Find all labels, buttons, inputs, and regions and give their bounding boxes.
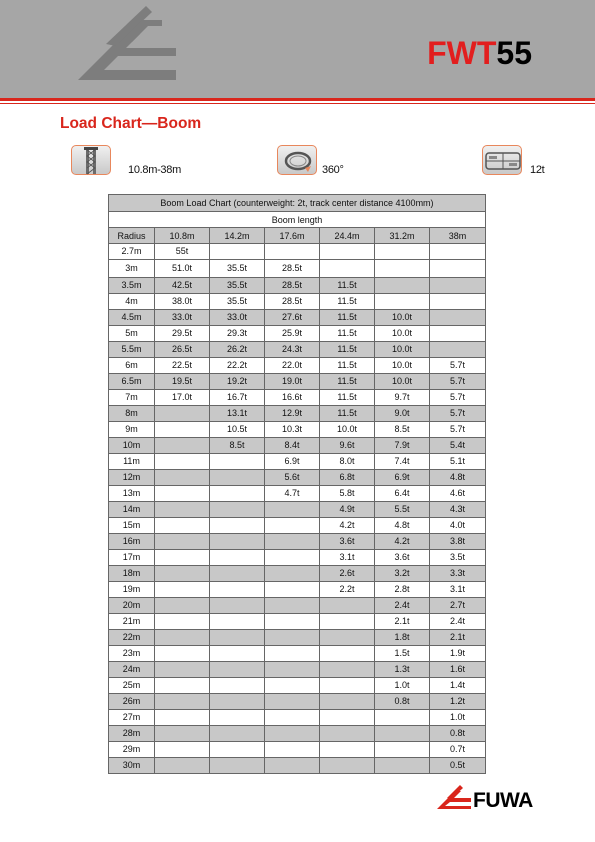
radius-cell: 11m [109,454,155,470]
boom-icon [71,145,111,175]
load-cell: 7.9t [375,438,430,454]
load-cell: 38.0t [155,294,210,310]
table-row [109,646,486,662]
table-row [109,406,486,422]
table-row [109,244,486,260]
load-cell [210,534,265,550]
table-body [109,244,486,774]
table-row [109,278,486,294]
load-cell [430,260,486,278]
table-row [109,758,486,774]
load-cell: 22.0t [265,358,320,374]
load-cell [430,278,486,294]
load-cell: 4.8t [375,518,430,534]
load-cell [155,646,210,662]
load-cell: 4.2t [320,518,375,534]
column-header: 10.8m [155,228,210,244]
table-row [109,486,486,502]
table-row [109,326,486,342]
load-cell [210,678,265,694]
header-divider-thin [0,103,595,104]
load-cell: 4.3t [430,502,486,518]
boom-load-table [108,194,486,774]
load-cell [265,582,320,598]
load-cell: 10.5t [210,422,265,438]
load-cell: 10.0t [375,310,430,326]
table-row [109,502,486,518]
radius-cell: 21m [109,614,155,630]
load-cell: 3.1t [430,582,486,598]
load-cell: 4.7t [265,486,320,502]
load-cell: 11.5t [320,390,375,406]
load-cell [320,244,375,260]
load-cell: 28.5t [265,294,320,310]
table-row [109,390,486,406]
table-row [109,342,486,358]
load-cell: 3.3t [430,566,486,582]
load-cell [265,742,320,758]
load-cell [375,742,430,758]
load-cell [375,726,430,742]
load-cell [155,438,210,454]
radius-cell: 9m [109,422,155,438]
load-cell: 3.5t [430,550,486,566]
load-cell: 33.0t [210,310,265,326]
load-cell: 1.8t [375,630,430,646]
load-cell [155,550,210,566]
load-cell: 4.2t [375,534,430,550]
radius-cell: 20m [109,598,155,614]
radius-cell: 8m [109,406,155,422]
load-cell: 55t [155,244,210,260]
radius-cell: 2.7m [109,244,155,260]
section-title: Load Chart—Boom [60,115,202,132]
load-cell: 22.5t [155,358,210,374]
model-name [427,36,532,70]
load-cell: 3.6t [375,550,430,566]
load-cell: 5.7t [430,406,486,422]
load-cell [320,614,375,630]
load-cell [155,406,210,422]
load-cell: 9.6t [320,438,375,454]
load-cell [210,614,265,630]
table-row [109,470,486,486]
load-cell: 29.5t [155,326,210,342]
load-cell [210,662,265,678]
load-cell: 4.0t [430,518,486,534]
load-cell: 8.0t [320,454,375,470]
column-header: 31.2m [375,228,430,244]
table-row [109,694,486,710]
load-cell: 5.6t [265,470,320,486]
load-cell [265,678,320,694]
table-row [109,630,486,646]
table-row [109,614,486,630]
radius-cell: 27m [109,710,155,726]
load-cell [430,244,486,260]
load-cell [210,454,265,470]
load-cell [265,726,320,742]
load-cell: 2.1t [430,630,486,646]
load-cell: 42.5t [155,278,210,294]
load-cell [210,502,265,518]
load-cell: 5.7t [430,374,486,390]
load-cell: 6.8t [320,470,375,486]
load-cell [155,758,210,774]
load-cell: 27.6t [265,310,320,326]
table-row [109,710,486,726]
load-cell: 2.2t [320,582,375,598]
load-cell [210,598,265,614]
table-row [109,726,486,742]
slewing-text: 360° [322,164,344,176]
load-cell [210,244,265,260]
load-cell: 5.4t [430,438,486,454]
load-cell: 33.0t [155,310,210,326]
load-cell: 1.3t [375,662,430,678]
load-cell: 51.0t [155,260,210,278]
radius-cell: 26m [109,694,155,710]
load-cell [265,614,320,630]
table-row [109,310,486,326]
load-cell: 5.8t [320,486,375,502]
load-cell [155,614,210,630]
radius-cell: 10m [109,438,155,454]
load-cell: 1.0t [430,710,486,726]
load-cell: 8.5t [210,438,265,454]
table-row [109,550,486,566]
load-cell: 5.5t [375,502,430,518]
load-cell: 11.5t [320,358,375,374]
load-cell: 2.7t [430,598,486,614]
load-cell [155,502,210,518]
load-cell [265,758,320,774]
load-cell: 13.1t [210,406,265,422]
load-cell [265,518,320,534]
load-cell [265,646,320,662]
load-cell: 19.0t [265,374,320,390]
load-cell [430,294,486,310]
load-cell: 17.0t [155,390,210,406]
load-cell: 16.6t [265,390,320,406]
load-cell: 11.5t [320,310,375,326]
load-cell [265,550,320,566]
load-cell: 10.0t [375,326,430,342]
load-cell [155,662,210,678]
radius-cell: 4m [109,294,155,310]
load-cell [265,502,320,518]
load-cell: 1.9t [430,646,486,662]
crawler-icon [482,145,522,175]
fuwa-emblem-icon [76,4,178,84]
table-row [109,518,486,534]
load-cell: 3.1t [320,550,375,566]
load-cell: 7.4t [375,454,430,470]
column-header: 14.2m [210,228,265,244]
load-cell: 10.0t [375,342,430,358]
load-cell [210,566,265,582]
load-cell [155,454,210,470]
load-cell: 16.7t [210,390,265,406]
load-cell [375,260,430,278]
radius-cell: 24m [109,662,155,678]
load-cell [375,294,430,310]
load-cell: 24.3t [265,342,320,358]
radius-cell: 17m [109,550,155,566]
radius-cell: 12m [109,470,155,486]
load-cell: 35.5t [210,294,265,310]
load-cell: 2.6t [320,566,375,582]
load-cell [375,710,430,726]
load-cell [210,486,265,502]
load-cell [320,598,375,614]
load-cell [320,678,375,694]
load-cell: 1.2t [430,694,486,710]
load-cell [265,598,320,614]
model-number: 55 [496,35,532,71]
load-cell [155,518,210,534]
table-row [109,294,486,310]
capacity-text: 12t [530,164,545,176]
load-cell: 4.8t [430,470,486,486]
radius-cell: 30m [109,758,155,774]
load-cell [320,726,375,742]
radius-cell: 3.5m [109,278,155,294]
header-band [0,0,595,98]
load-cell: 1.0t [375,678,430,694]
load-cell: 26.2t [210,342,265,358]
load-cell: 10.0t [375,358,430,374]
load-cell [320,646,375,662]
load-cell: 28.5t [265,260,320,278]
radius-cell: 5m [109,326,155,342]
load-cell: 0.8t [430,726,486,742]
load-cell [265,694,320,710]
radius-cell: 18m [109,566,155,582]
table-row [109,358,486,374]
header-divider [0,98,595,101]
load-cell [210,758,265,774]
load-cell [210,582,265,598]
load-cell [155,422,210,438]
load-cell [265,630,320,646]
load-cell: 2.8t [375,582,430,598]
load-cell [210,630,265,646]
load-cell: 11.5t [320,294,375,310]
table-row [109,662,486,678]
radius-cell: 6.5m [109,374,155,390]
load-cell [210,726,265,742]
load-cell: 5.7t [430,422,486,438]
load-cell: 29.3t [210,326,265,342]
load-cell: 1.6t [430,662,486,678]
load-cell: 11.5t [320,374,375,390]
load-cell [155,598,210,614]
load-cell: 9.7t [375,390,430,406]
load-cell [155,630,210,646]
radius-cell: 13m [109,486,155,502]
load-cell: 26.5t [155,342,210,358]
table-row [109,422,486,438]
load-cell: 35.5t [210,260,265,278]
load-cell: 3.2t [375,566,430,582]
table-row [109,438,486,454]
load-cell: 11.5t [320,326,375,342]
load-cell: 22.2t [210,358,265,374]
load-cell: 0.8t [375,694,430,710]
table-row [109,454,486,470]
load-cell [320,742,375,758]
load-cell: 5.7t [430,358,486,374]
load-cell: 4.9t [320,502,375,518]
table-row [109,534,486,550]
load-cell [210,742,265,758]
column-header: Radius [109,228,155,244]
load-cell [430,326,486,342]
table-row [109,260,486,278]
load-cell: 11.5t [320,342,375,358]
load-cell [265,710,320,726]
load-cell: 5.1t [430,454,486,470]
load-cell [320,662,375,678]
table-row [109,742,486,758]
load-cell [155,566,210,582]
load-cell [265,244,320,260]
load-cell: 2.1t [375,614,430,630]
radius-cell: 6m [109,358,155,374]
load-cell [320,758,375,774]
load-cell: 19.5t [155,374,210,390]
load-cell [155,486,210,502]
boom-range-text: 10.8m-38m [128,164,181,176]
load-cell: 6.9t [375,470,430,486]
load-cell: 11.5t [320,278,375,294]
load-cell: 8.5t [375,422,430,438]
load-cell: 3.8t [430,534,486,550]
radius-cell: 25m [109,678,155,694]
load-cell [210,710,265,726]
load-cell: 5.7t [430,390,486,406]
load-cell [155,742,210,758]
load-cell: 10.3t [265,422,320,438]
load-cell [375,278,430,294]
load-cell: 0.5t [430,758,486,774]
load-cell: 1.5t [375,646,430,662]
load-cell [155,694,210,710]
load-cell: 25.9t [265,326,320,342]
radius-cell: 28m [109,726,155,742]
radius-cell: 3m [109,260,155,278]
load-cell [430,310,486,326]
table-subtitle: Boom length [109,212,486,228]
radius-cell: 19m [109,582,155,598]
load-cell: 10.0t [375,374,430,390]
table-title: Boom Load Chart (counterweight: 2t, track center distance 4100mm) [109,195,486,212]
radius-cell: 22m [109,630,155,646]
column-header: 38m [430,228,486,244]
table-row [109,598,486,614]
load-cell: 28.5t [265,278,320,294]
load-cell [155,710,210,726]
model-prefix: FWT [427,35,497,71]
load-cell: 2.4t [430,614,486,630]
load-cell: 8.4t [265,438,320,454]
table-row [109,374,486,390]
table-row [109,566,486,582]
load-cell: 11.5t [320,406,375,422]
column-header: 24.4m [320,228,375,244]
radius-cell: 4.5m [109,310,155,326]
load-cell [210,646,265,662]
radius-cell: 23m [109,646,155,662]
load-cell: 1.4t [430,678,486,694]
column-header: 17.6m [265,228,320,244]
radius-cell: 14m [109,502,155,518]
load-cell [430,342,486,358]
radius-cell: 16m [109,534,155,550]
load-cell [375,244,430,260]
load-cell [155,582,210,598]
table-row [109,678,486,694]
load-cell: 0.7t [430,742,486,758]
load-cell [265,662,320,678]
load-cell [320,260,375,278]
load-cell [210,518,265,534]
load-cell: 6.4t [375,486,430,502]
load-cell: 35.5t [210,278,265,294]
radius-cell: 15m [109,518,155,534]
load-cell [375,758,430,774]
load-cell [155,678,210,694]
load-cell [210,470,265,486]
load-cell [155,726,210,742]
load-cell: 4.6t [430,486,486,502]
load-cell [155,470,210,486]
radius-cell: 5.5m [109,342,155,358]
load-cell [320,630,375,646]
load-cell: 9.0t [375,406,430,422]
rotation-icon [277,145,317,175]
table-row [109,582,486,598]
load-cell [210,694,265,710]
load-cell: 12.9t [265,406,320,422]
load-cell [265,534,320,550]
load-cell: 10.0t [320,422,375,438]
footer-brand: FUWA [473,789,533,810]
radius-cell: 29m [109,742,155,758]
load-cell [155,534,210,550]
load-cell [210,550,265,566]
load-cell [265,566,320,582]
load-cell: 6.9t [265,454,320,470]
load-cell [320,710,375,726]
load-cell: 2.4t [375,598,430,614]
load-cell [320,694,375,710]
load-cell: 3.6t [320,534,375,550]
radius-cell: 7m [109,390,155,406]
fuwa-logo-icon [437,784,539,810]
load-cell: 19.2t [210,374,265,390]
